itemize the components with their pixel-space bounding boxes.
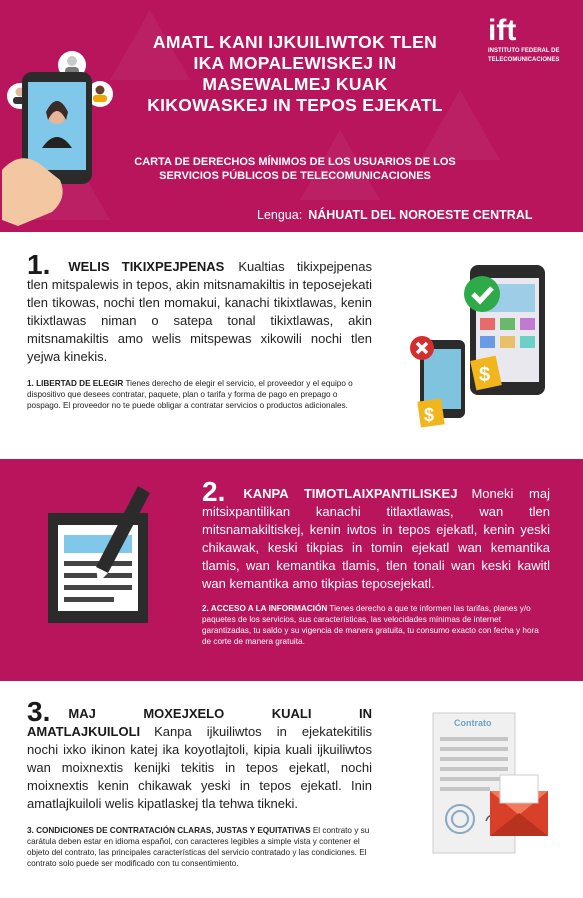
note-text: Tienes derecho de elegir el servicio, el proveedor y el equipo o dispositivo que desees contratar, paquete, plan o tarifa y forma de pago en prepago o pospago. El proveedor no te puede obligar a contratar servicios o productos adicionales. <box>27 379 353 410</box>
section-heading: KANPA TIMOTLAIXPANTILISKEJ <box>243 486 458 501</box>
ift-logo-subtitle-2: TELECOMUNICACIONES <box>488 57 560 63</box>
section-heading: MAJ MOXEJXELO KUALI IN AMATLAJKUILOLI <box>27 706 372 739</box>
language-line <box>257 208 533 222</box>
section-number: 2. <box>202 476 226 507</box>
language-label: Lengua: <box>257 208 303 222</box>
svg-text:$: $ <box>424 405 435 425</box>
page-subtitle: CARTA DE DERECHOS MÍNIMOS DE LOS USUARIOS DE LOS SERVICIOS PÚBLICOS DE TELECOMUNICACIONES <box>134 156 456 182</box>
page-title: AMATL KANI IJKUILIWTOK TLEN IKA MOPALEWISKEJ IN MASEWALMEJ KUAK KIKOWASKEJ IN TEPOS EJEKATL <box>147 32 443 115</box>
section-number: 3. <box>27 696 51 727</box>
phones-choice-illustration <box>405 260 555 430</box>
ift-logo-subtitle-1: INSTITUTO FEDERAL DE <box>488 48 560 54</box>
section-body: Kualtias tikixpejpenas tlen mitspalewis in tepos, akin mitsnamakiltis in teposejekati tlen tikowas, nochi tlen momakui, kanachi tikixtlawas, kenin tikixtlawas niman o satepa tonal tikixtlawas, akin mitsnamakiltis amo welis mitspewas xikowili nochi tlen yejwa kinekis. <box>27 259 372 364</box>
section-body: Kanpa ijkuiliwtos in ejekatekitilis nochi ixko ikinon katej ika koyotlajtoli, kipia kuali ijkuiliwtos wan moixnextis kenijki tekitis in tepos ejekatl, nochi moixnextis kenin chikawak yeski in tepos ejekatl. Inin amatlajkuiloli welis kipatlaskej tla tehwa tikneki. <box>27 724 372 811</box>
header-banner <box>0 0 583 232</box>
ift-logo-text: ift <box>488 14 517 47</box>
phone-users-illustration <box>0 30 135 230</box>
contract-illustration <box>428 703 558 863</box>
section-2 <box>0 459 583 681</box>
note-title: 2. ACCESO A LA INFORMACIÓN <box>202 604 328 613</box>
section-note <box>27 378 372 411</box>
section-3 <box>0 681 583 898</box>
section-note <box>202 603 550 647</box>
check-icon <box>464 276 500 312</box>
note-title: 1. LIBERTAD DE ELEGIR <box>27 379 124 388</box>
section-1-text <box>27 249 372 411</box>
document-pen-illustration <box>40 481 160 631</box>
note-text: El contrato y su carátula deben estar en idioma español, con caracteres legibles a simple vista y contener el objeto del contrato, las principales características del servicio contratado y las condiciones. El contrato solo puede ser modificado con tu consentimiento. <box>27 826 370 868</box>
section-note <box>27 825 372 869</box>
note-title: 3. CONDICIONES DE CONTRATACIÓN CLARAS, JUSTAS Y EQUITATIVAS <box>27 826 311 835</box>
section-2-text <box>202 476 550 647</box>
ift-logo <box>488 16 578 64</box>
section-heading: WELIS TIKIXPEJPENAS <box>68 259 225 274</box>
section-number: 1. <box>27 249 51 280</box>
section-3-text <box>27 696 372 869</box>
svg-text:$: $ <box>479 364 491 386</box>
contract-label: Contrato <box>454 718 492 728</box>
language-value: NÁHUATL DEL NOROESTE CENTRAL <box>308 208 533 222</box>
section-body: Moneki maj mitsixpantilikan kanachi titlaxtlawas, wan tlen mitsnamakiltiskej, kenin iwtos in tepos ejekatl, kenin yeski chikawak, keski tikpias in tomin ejekatl wan kemantika tlamis, wan kemantika tlamis, tlen tonali wan keski kawitl wan kemantika amo tikpias teposejekatl. <box>202 486 550 591</box>
note-text: Tienes derecho a que te informen las tarifas, planes y/o paquetes de los servicios, sus características, las velocidades mínimas de internet garantizadas, tu saldo y su vigencia de manera gratuita, tu consumo exacto con fecha y hora de corte de manera gratuita. <box>202 604 539 646</box>
section-1 <box>0 232 583 459</box>
